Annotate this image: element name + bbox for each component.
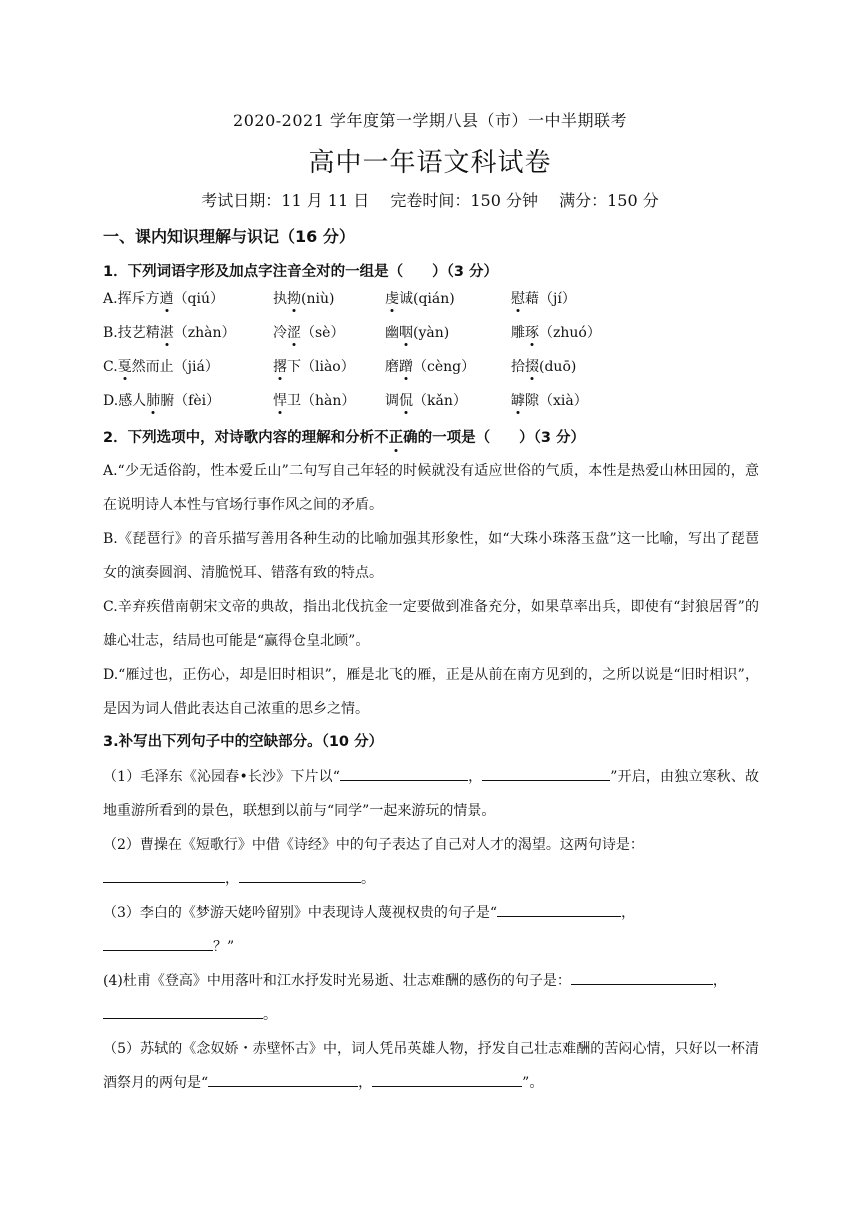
question-2-options	[103, 454, 759, 726]
page-title: 高中一年语文科试卷	[308, 148, 552, 178]
answer-blank[interactable]	[103, 868, 225, 883]
q1-word: 雕琢（zhuó）	[511, 325, 601, 341]
q1-word: 拾掇(duō)	[511, 359, 577, 375]
q1-word: 执拗(niù)	[273, 291, 335, 307]
exam-full-score: 满分：150 分	[559, 191, 659, 210]
answer-blank[interactable]	[497, 902, 621, 917]
emphasis-text: 不正确	[374, 430, 418, 446]
q1-word: 冷涩（sè）	[273, 325, 345, 341]
q2-option-c: C.辛弃疾借南朝宋文帝的典故，指出北伐抗金一定要做到准备充分，如果草率出兵，即使有“封狼居胥”的雄心壮志，结局也可能是“赢得仓皇北顾”。	[103, 599, 759, 649]
q1-word: 罅隙（xià）	[511, 393, 588, 409]
q3-item-2: （2）曹操在《短歌行》中借《诗经》中的句子表达了自己对人才的渴望。这两句诗是： ， 。	[103, 837, 644, 887]
exam-date: 考试日期：11 月 11 日	[201, 191, 370, 210]
q1-word: 慰藉（jí）	[511, 291, 576, 307]
q1-word: 悍卫（hàn）	[273, 393, 356, 409]
q3-item-5: （5）苏轼的《念奴娇・赤壁怀古》中，词人凭吊英雄人物，抒发自己壮志难酬的苦闷心情，只好以一杯清酒祭月的两句是“ ， ”。	[103, 1041, 759, 1091]
answer-blank[interactable]	[372, 1072, 522, 1087]
exam-title: 2020-2021 学年度第一学期八县（市）一中半期联考	[233, 111, 627, 130]
question-3-items	[103, 760, 759, 1100]
q1-option-label: A.挥斥方遒（qiú）	[103, 291, 225, 307]
answer-blank[interactable]	[340, 766, 468, 781]
exam-duration: 完卷时间：150 分钟	[390, 191, 538, 210]
q1-word: 幽咽(yàn)	[385, 325, 450, 341]
q1-word: 调侃（kǎn）	[385, 393, 467, 409]
q1-word: 磨蹭（cèng）	[385, 359, 476, 375]
answer-blank[interactable]	[239, 868, 361, 883]
q3-item-1: （1）毛泽东《沁园春•长沙》下片以“ ， ”开启，由独立寒秋、故地重游所看到的景色，联想到以前与“同学”一起来游玩的情景。	[103, 760, 759, 828]
q3-item-3: （3）李白的《梦游天姥吟留别》中表现诗人蔑视权贵的句子是“ ， ？”	[103, 896, 759, 964]
question-3-title: 3.补写出下列句子中的空缺部分。（10 分）	[103, 734, 384, 750]
q1-option-label: D.感人肺腑（fèi）	[103, 393, 221, 409]
q1-word: 撂下（liào）	[273, 359, 355, 375]
answer-blank[interactable]	[103, 1004, 263, 1019]
question-2-title: 2．下列选项中，对诗歌内容的理解和分析不正确的一项是（ ）（3 分）	[103, 430, 585, 446]
answer-blank[interactable]	[103, 936, 213, 951]
q1-option-a	[103, 288, 763, 310]
q1-word: 虔诚(qián)	[385, 291, 455, 307]
q2-option-a: A.“少无适俗韵，性本爱丘山”二句写自己年轻的时候就没有适应世俗的气质，本性是热爱山林田园的，意在说明诗人本性与官场行事作风之间的矛盾。	[103, 463, 759, 513]
q2-option-b: B.《琵琶行》的音乐描写善用各种生动的比喻加强其形象性，如“大珠小珠落玉盘”这一比喻，写出了琵琶女的演奏圆润、清脆悦耳、错落有致的特点。	[103, 531, 759, 581]
q1-option-b	[103, 322, 763, 344]
q2-option-d: D.“雁过也，正伤心，却是旧时相识”，雁是北飞的雁，正是从前在南方见到的，之所以说是“旧时相识”，是因为词人借此表达自己浓重的思乡之情。	[103, 667, 759, 717]
q3-item-4: (4)杜甫《登高》中用落叶和江水抒发时光易逝、壮志难酬的感伤的句子是： ， 。	[103, 964, 759, 1032]
answer-blank[interactable]	[482, 766, 610, 781]
answer-blank[interactable]	[571, 970, 713, 985]
exam-info	[0, 188, 860, 211]
question-1-title: 1．下列词语字形及加点字注音全对的一组是（ ）（3 分）	[103, 264, 498, 280]
q1-option-d	[103, 390, 763, 412]
section-heading: 一、课内知识理解与识记（16 分）	[103, 227, 355, 246]
answer-blank[interactable]	[208, 1072, 358, 1087]
q1-option-label: C.戛然而止（jiá）	[103, 359, 219, 375]
q1-option-label: B.技艺精湛（zhàn）	[103, 325, 236, 341]
q1-option-c	[103, 356, 763, 378]
